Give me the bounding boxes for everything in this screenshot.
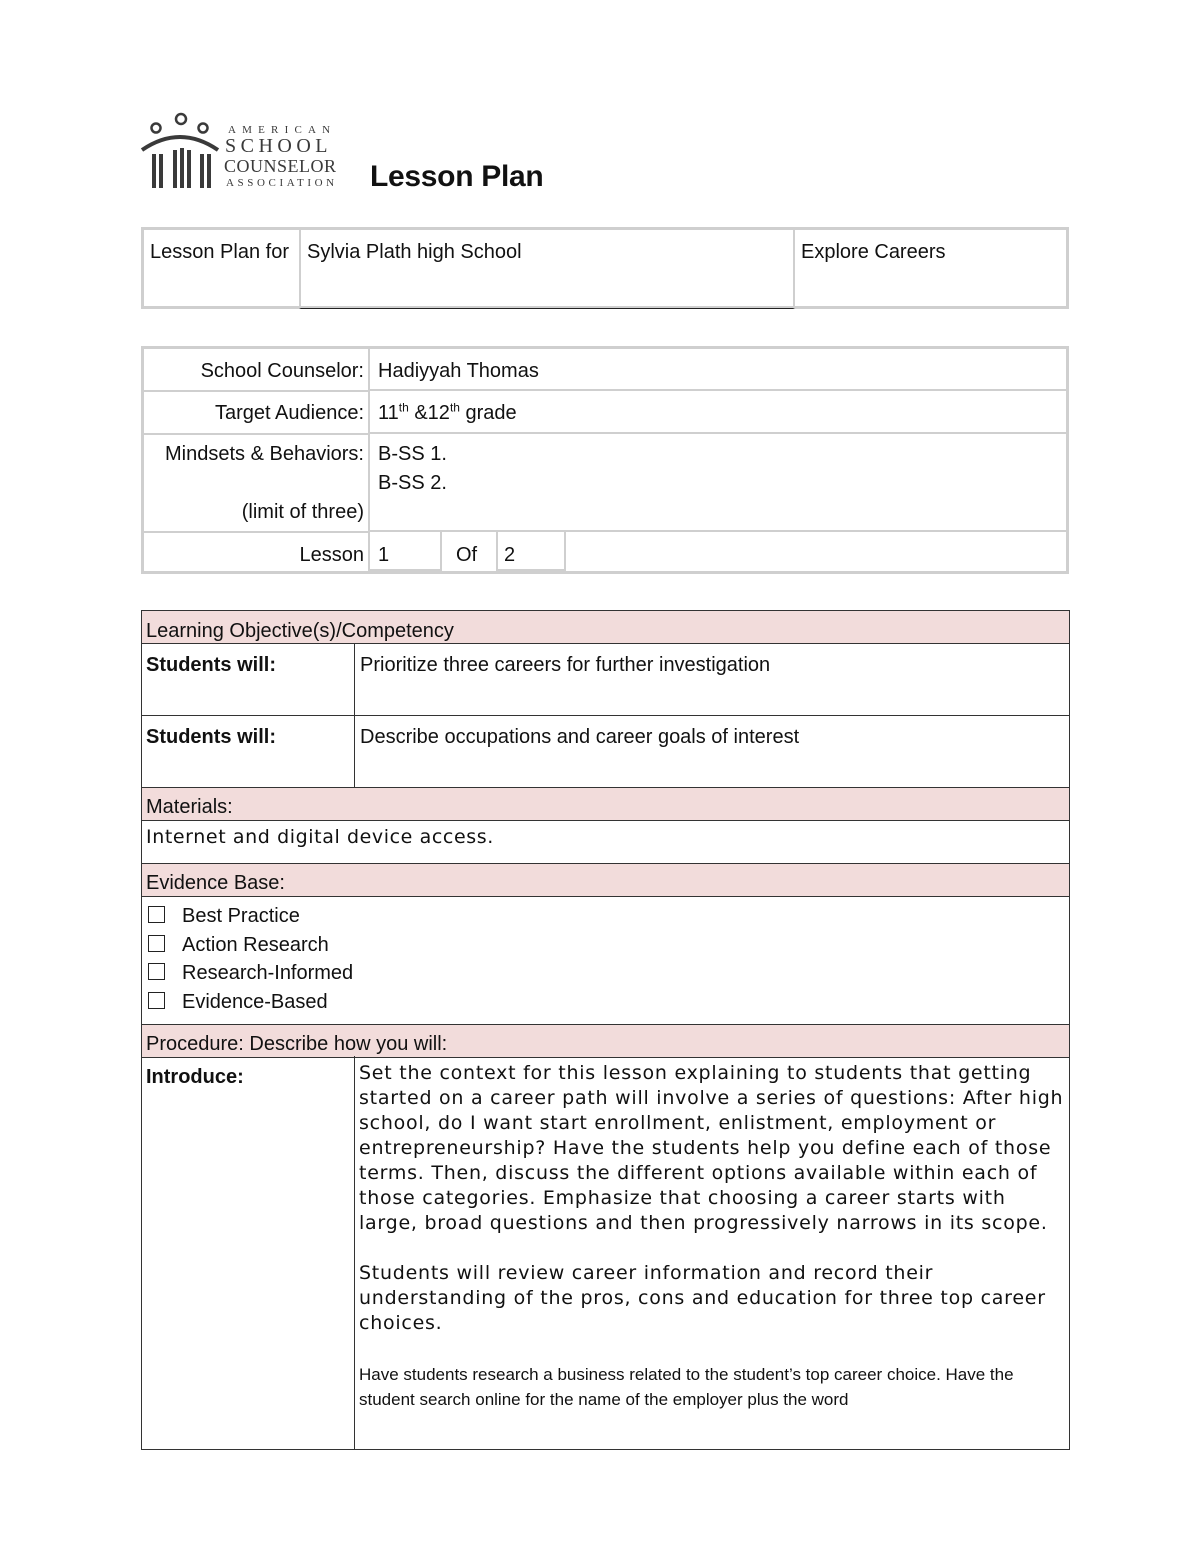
checkbox-icon[interactable] (148, 963, 165, 980)
counselor-label: School Counselor: (200, 360, 364, 382)
audience-grade-word: grade (459, 402, 517, 424)
evidence-section-header (142, 863, 1069, 897)
introduce-field[interactable] (359, 1061, 1065, 1412)
counselor-info-table (141, 346, 1069, 574)
audience-sup-1: th (398, 400, 409, 415)
page-title: Lesson Plan (370, 160, 544, 193)
evidence-option-evidence-based[interactable] (148, 988, 328, 1016)
checkbox-icon[interactable] (148, 906, 165, 923)
of-text: Of (456, 544, 478, 566)
header-table (141, 227, 1069, 309)
materials-header-text: Materials: (146, 796, 233, 818)
mindset-item: B-SS 1. (378, 443, 447, 465)
column-divider (354, 1056, 355, 1450)
lesson-label: Lesson (299, 544, 364, 566)
audience-field[interactable] (368, 391, 1066, 434)
row-divider (144, 531, 368, 533)
asca-logo (140, 110, 355, 195)
checkbox-icon[interactable] (148, 935, 165, 952)
of-label (440, 532, 496, 571)
objective-2-field[interactable]: Describe occupations and career goals of interest (360, 726, 800, 748)
objective-1-label: Students will: (146, 654, 276, 676)
counselor-value: Hadiyyah Thomas (378, 360, 539, 382)
counselor-field[interactable] (368, 349, 1066, 391)
evidence-header-text: Evidence Base: (146, 872, 285, 894)
row-divider (144, 433, 368, 435)
lesson-details-table (141, 610, 1070, 1450)
audience-label: Target Audience: (215, 402, 364, 424)
audience-grade-2: &12 (408, 402, 450, 424)
audience-sup-2: th (449, 400, 460, 415)
procedure-paragraph-2: Students will review career information and record their understanding of the pros, cons and education for three top career choices. (359, 1262, 1046, 1334)
logo-text-school: SCHOOL (225, 135, 333, 157)
logo-text-american: AMERICAN (228, 124, 337, 136)
lesson-total-field[interactable] (496, 532, 566, 571)
row-divider (142, 715, 1069, 716)
evidence-option-action-research[interactable] (148, 931, 329, 959)
procedure-paragraph-3: Have students research a business related to the student’s top career choice. Have the student search online for the name of the employer plus the word (359, 1365, 1014, 1409)
procedure-paragraph-1: Set the context for this lesson explaining to students that getting started on a career path will involve a series of questions: After high school, do I want start enrollment, enlistment, employment or entrepreneurship? Have the students help you define each of those terms. Then, discuss the different options available within each of those categories. Emphasize that choosing a career starts with large, broad questions and then progressively narrows in its scope. (359, 1062, 1064, 1234)
procedure-section-header (142, 1024, 1069, 1058)
audience-grade-1: 11 (378, 402, 399, 424)
row-divider (144, 390, 368, 392)
evidence-option-label: Action Research (182, 934, 329, 956)
objectives-header-text: Learning Objective(s)/Competency (146, 620, 454, 642)
lesson-number: 1 (378, 544, 390, 566)
materials-section-header (142, 787, 1069, 821)
mindsets-label: Mindsets & Behaviors: (165, 443, 364, 465)
topic-field[interactable]: Explore Careers (801, 241, 946, 263)
logo-text-counselor: COUNSELOR (224, 156, 337, 176)
procedure-header-text: Procedure: Describe how you will: (146, 1033, 448, 1055)
lesson-number-field[interactable] (368, 532, 440, 571)
evidence-option-research-informed[interactable] (148, 959, 353, 987)
evidence-option-label: Research-Informed (182, 962, 354, 984)
lesson-plan-for-label: Lesson Plan for (150, 241, 289, 263)
introduce-label: Introduce: (146, 1066, 244, 1088)
objectives-section-header (142, 611, 1069, 644)
asca-logo-icon (140, 110, 222, 192)
evidence-option-best-practice[interactable] (148, 902, 300, 930)
school-name-field[interactable]: Sylvia Plath high School (299, 230, 795, 309)
materials-field[interactable]: Internet and digital device access. (146, 826, 494, 848)
mindsets-field[interactable] (368, 434, 1066, 532)
checkbox-icon[interactable] (148, 992, 165, 1009)
mindsets-limit-label: (limit of three) (241, 501, 364, 523)
evidence-option-label: Best Practice (182, 905, 300, 927)
lesson-total: 2 (504, 544, 516, 566)
mindset-item: B-SS 2. (378, 472, 447, 494)
objective-1-field[interactable]: Prioritize three careers for further investigation (360, 654, 771, 676)
evidence-option-label: Evidence-Based (182, 991, 328, 1013)
logo-text-association: ASSOCIATION (226, 177, 338, 189)
objective-2-label: Students will: (146, 726, 276, 748)
